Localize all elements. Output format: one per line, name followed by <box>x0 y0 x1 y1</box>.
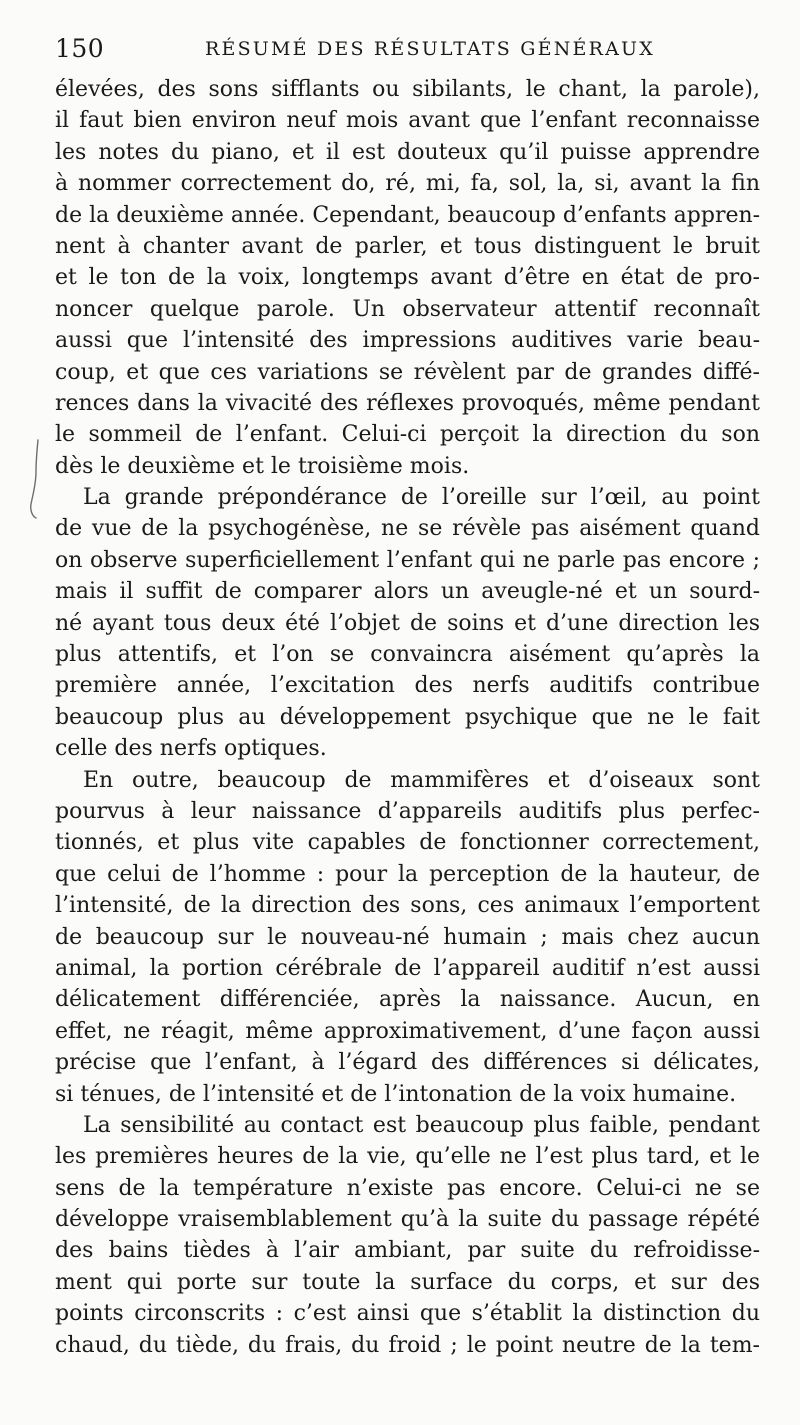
text-line: délicatement différenciée, après la naissance. Aucun, en <box>55 987 760 1013</box>
text-line: celle des nerfs optiques. <box>55 736 327 762</box>
text-line: dès le deuxième et le troisième mois. <box>55 453 470 479</box>
text-line: noncer quelque parole. Un observateur attentif reconnaît <box>55 296 760 322</box>
text-line: tionnés, et plus vite capables de fonctionner correctement, <box>55 830 760 856</box>
text-line: La grande prépondérance de l’oreille sur l’œil, au point <box>83 485 760 511</box>
text-line: coup, et que ces variations se révèlent par de grandes diffé- <box>55 359 760 385</box>
text-line: né ayant tous deux été l’objet de soins et d’une direction les <box>55 610 760 636</box>
text-line: animal, la portion cérébrale de l’appareil auditif n’est aussi <box>55 955 760 981</box>
text-line: développe vraisemblablement qu’à la suite du passage répété <box>55 1207 760 1233</box>
text-line: beaucoup plus au développement psychique que ne le fait <box>55 704 760 730</box>
text-line: pourvus à leur naissance d’appareils auditifs plus perfec- <box>55 798 760 824</box>
text-line: ment qui porte sur toute la surface du corps, et sur des <box>55 1269 760 1295</box>
text-line: aussi que l’intensité des impressions auditives varie beau- <box>55 328 760 354</box>
page-number: 150 <box>55 34 105 63</box>
text-line: des bains tièdes à l’air ambiant, par suite du refroidisse- <box>55 1238 760 1264</box>
text-line: sens de la température n’existe pas encore. Celui-ci ne se <box>55 1175 760 1201</box>
text-line: La sensibilité au contact est beaucoup plus faible, pendant <box>83 1112 760 1138</box>
text-line: chaud, du tiède, du frais, du froid ; le point neutre de la tem- <box>55 1332 760 1358</box>
page-header <box>55 34 755 70</box>
text-line: à nommer correctement do, ré, mi, fa, sol, la, si, avant la fin <box>55 171 760 197</box>
text-line: rences dans la vivacité des réflexes provoqués, même pendant <box>55 390 760 416</box>
text-line: on observe superficiellement l’enfant qui ne parle pas encore ; <box>55 547 760 573</box>
body-text <box>55 74 760 1361</box>
text-line: l’intensité, de la direction des sons, ces animaux l’emportent <box>55 893 760 919</box>
text-line: nent à chanter avant de parler, et tous distinguent le bruit <box>55 233 760 259</box>
text-line: de vue de la psychogénèse, ne se révèle pas aisément quand <box>55 516 760 542</box>
text-line: il faut bien environ neuf mois avant que l’enfant reconnaisse <box>55 108 760 134</box>
text-line: mais il suffit de comparer alors un aveugle-né et un sourd- <box>55 579 760 605</box>
running-head: RÉSUMÉ DES RÉSULTATS GÉNÉRAUX <box>205 38 655 60</box>
text-line: que celui de l’homme : pour la perception de la hauteur, de <box>55 861 760 887</box>
text-line: si ténues, de l’intensité et de l’intonation de la voix humaine. <box>55 1081 737 1107</box>
text-line: de beaucoup sur le nouveau-né humain ; mais chez aucun <box>55 924 760 950</box>
text-line: et le ton de la voix, longtemps avant d’être en état de pro- <box>55 265 760 291</box>
text-line: les notes du piano, et il est douteux qu’il puisse apprendre <box>55 139 760 165</box>
text-line: En outre, beaucoup de mammifères et d’oiseaux sont <box>83 767 760 793</box>
text-line: effet, ne réagit, même approximativement, d’une façon aussi <box>55 1018 760 1044</box>
text-line: le sommeil de l’enfant. Celui-ci perçoit la direction du son <box>55 422 760 448</box>
margin-pencil-mark <box>28 438 42 520</box>
text-line: élevées, des sons sifflants ou sibilants, le chant, la parole), <box>55 77 760 102</box>
text-line: les premières heures de la vie, qu’elle ne l’est plus tard, et le <box>55 1144 760 1170</box>
text-line: plus attentifs, et l’on se convaincra aisément qu’après la <box>55 642 760 668</box>
text-line: première année, l’excitation des nerfs auditifs contribue <box>55 673 760 699</box>
text-line: points circonscrits : c’est ainsi que s’établit la distinction du <box>55 1301 760 1327</box>
text-line: de la deuxième année. Cependant, beaucoup d’enfants appren- <box>55 202 761 228</box>
text-line: précise que l’enfant, à l’égard des différences si délicates, <box>55 1050 760 1076</box>
